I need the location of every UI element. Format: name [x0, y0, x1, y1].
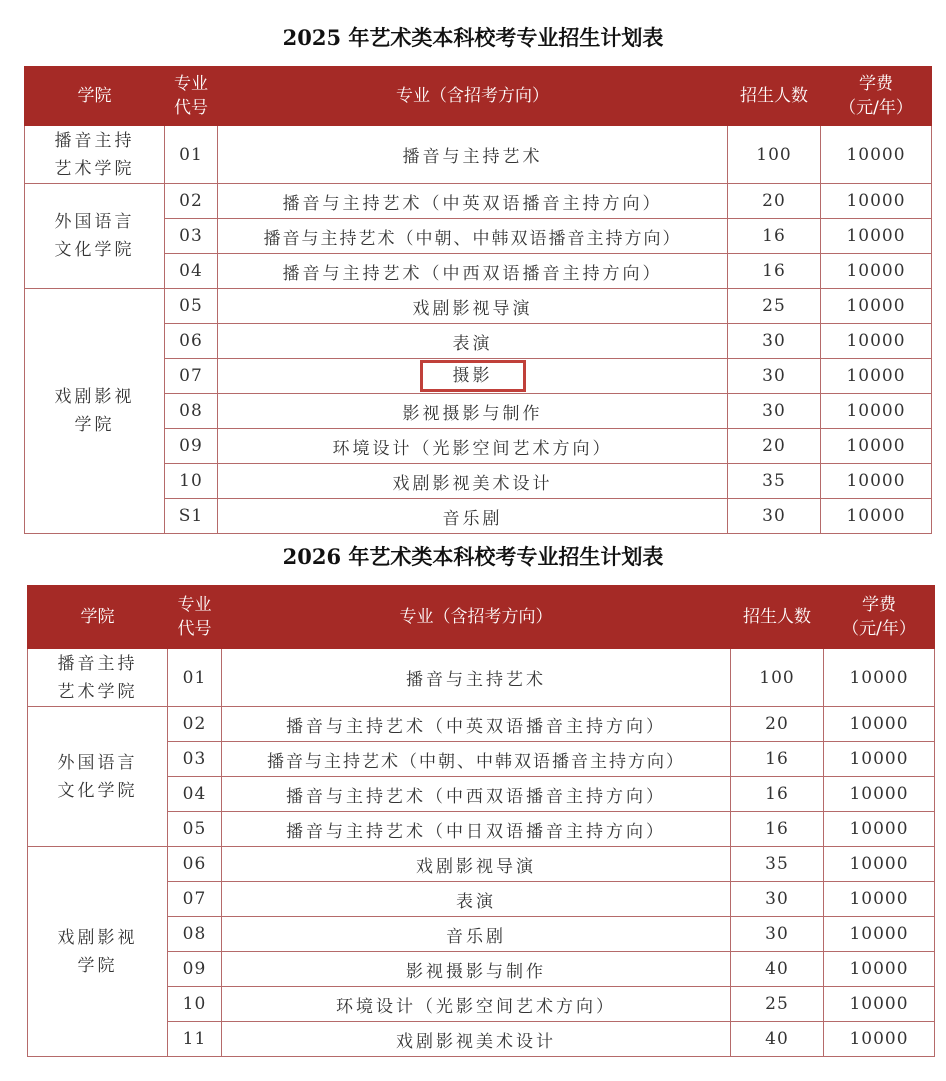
- code-cell: 07: [168, 882, 222, 917]
- fee-cell: 10000: [824, 777, 935, 812]
- fee-cell: 10000: [821, 499, 932, 534]
- major-cell: 影视摄影与制作: [222, 952, 731, 987]
- major-cell: 播音与主持艺术（中日双语播音主持方向）: [222, 812, 731, 847]
- quota-cell: 16: [728, 254, 821, 289]
- major-cell: 戏剧影视导演: [222, 847, 731, 882]
- fee-cell: 10000: [824, 812, 935, 847]
- fee-cell: 10000: [821, 429, 932, 464]
- quota-cell: 30: [728, 324, 821, 359]
- code-cell: 03: [165, 219, 218, 254]
- quota-cell: 30: [728, 394, 821, 429]
- fee-cell: 10000: [821, 126, 932, 184]
- major-cell: 影视摄影与制作: [218, 394, 728, 429]
- quota-cell: 30: [728, 499, 821, 534]
- major-cell: 播音与主持艺术: [222, 649, 731, 707]
- code-cell: 03: [168, 742, 222, 777]
- code-cell: 05: [165, 289, 218, 324]
- header-major: 专业（含招考方向）: [222, 586, 731, 649]
- code-cell: 08: [165, 394, 218, 429]
- code-cell: 04: [168, 777, 222, 812]
- code-cell: 11: [168, 1022, 222, 1057]
- fee-cell: 10000: [824, 917, 935, 952]
- table-row: [28, 707, 935, 742]
- code-cell: 10: [165, 464, 218, 499]
- major-cell: 环境设计（光影空间艺术方向）: [222, 987, 731, 1022]
- college-cell: 播音主持 艺术学院: [28, 649, 168, 707]
- college-cell: 外国语言 文化学院: [28, 707, 168, 847]
- fee-cell: 10000: [824, 707, 935, 742]
- quota-cell: 16: [731, 742, 824, 777]
- quota-cell: 16: [731, 812, 824, 847]
- quota-cell: 35: [731, 847, 824, 882]
- college-cell: 外国语言 文化学院: [25, 184, 165, 289]
- fee-cell: 10000: [821, 464, 932, 499]
- header-code: 专业 代号: [168, 586, 222, 649]
- code-cell: 02: [165, 184, 218, 219]
- fee-cell: 10000: [821, 394, 932, 429]
- table-row: [28, 649, 935, 707]
- major-cell: 播音与主持艺术（中朝、中韩双语播音主持方向）: [218, 219, 728, 254]
- fee-cell: 10000: [824, 1022, 935, 1057]
- major-cell: [218, 359, 728, 394]
- code-cell: 09: [168, 952, 222, 987]
- fee-cell: 10000: [821, 289, 932, 324]
- quota-cell: 20: [728, 184, 821, 219]
- quota-cell: 16: [728, 219, 821, 254]
- college-cell: 播音主持 艺术学院: [25, 126, 165, 184]
- major-cell: 戏剧影视导演: [218, 289, 728, 324]
- header-code: 专业 代号: [165, 67, 218, 126]
- major-cell: 播音与主持艺术: [218, 126, 728, 184]
- fee-cell: 10000: [824, 742, 935, 777]
- code-cell: 01: [165, 126, 218, 184]
- header-fee: 学费 （元/年）: [824, 586, 935, 649]
- major-cell: 表演: [218, 324, 728, 359]
- quota-cell: 40: [731, 1022, 824, 1057]
- fee-cell: 10000: [821, 324, 932, 359]
- table-row: [25, 184, 932, 219]
- code-cell: 02: [168, 707, 222, 742]
- fee-cell: 10000: [821, 184, 932, 219]
- major-cell: 播音与主持艺术（中西双语播音主持方向）: [222, 777, 731, 812]
- major-cell: 播音与主持艺术（中英双语播音主持方向）: [222, 707, 731, 742]
- fee-cell: 10000: [824, 952, 935, 987]
- major-cell: 播音与主持艺术（中英双语播音主持方向）: [218, 184, 728, 219]
- code-cell: S1: [165, 499, 218, 534]
- fee-cell: 10000: [824, 987, 935, 1022]
- quota-cell: 20: [728, 429, 821, 464]
- quota-cell: 35: [728, 464, 821, 499]
- major-cell: 音乐剧: [222, 917, 731, 952]
- code-cell: 05: [168, 812, 222, 847]
- quota-cell: 40: [731, 952, 824, 987]
- fee-cell: 10000: [821, 219, 932, 254]
- quota-cell: 16: [731, 777, 824, 812]
- code-cell: 06: [165, 324, 218, 359]
- code-cell: 06: [168, 847, 222, 882]
- code-cell: 10: [168, 987, 222, 1022]
- table-2026: [27, 585, 935, 1057]
- code-cell: 08: [168, 917, 222, 952]
- fee-cell: 10000: [824, 882, 935, 917]
- fee-cell: 10000: [821, 359, 932, 394]
- code-cell: 09: [165, 429, 218, 464]
- title-2025: 2025 年艺术类本科校考专业招生计划表: [282, 25, 664, 50]
- header-college: 学院: [28, 586, 168, 649]
- header-college: 学院: [25, 67, 165, 126]
- table-2025: [24, 66, 932, 534]
- header-fee: 学费 （元/年）: [821, 67, 932, 126]
- quota-cell: 100: [728, 126, 821, 184]
- quota-cell: 25: [731, 987, 824, 1022]
- college-cell: 戏剧影视 学院: [28, 847, 168, 1057]
- code-cell: 01: [168, 649, 222, 707]
- quota-cell: 20: [731, 707, 824, 742]
- major-cell: 环境设计（光影空间艺术方向）: [218, 429, 728, 464]
- header-quota: 招生人数: [728, 67, 821, 126]
- table-row: [25, 289, 932, 324]
- fee-cell: 10000: [821, 254, 932, 289]
- fee-cell: 10000: [824, 847, 935, 882]
- major-cell: 戏剧影视美术设计: [218, 464, 728, 499]
- major-cell: 播音与主持艺术（中西双语播音主持方向）: [218, 254, 728, 289]
- quota-cell: 30: [731, 882, 824, 917]
- major-cell: 表演: [222, 882, 731, 917]
- table-row: [28, 847, 935, 882]
- major-cell: 播音与主持艺术（中朝、中韩双语播音主持方向）: [222, 742, 731, 777]
- code-cell: 07: [165, 359, 218, 394]
- header-major: 专业（含招考方向）: [218, 67, 728, 126]
- college-cell: 戏剧影视 学院: [25, 289, 165, 534]
- highlight-box: 摄影: [420, 360, 526, 392]
- code-cell: 04: [165, 254, 218, 289]
- quota-cell: 30: [731, 917, 824, 952]
- quota-cell: 100: [731, 649, 824, 707]
- major-cell: 戏剧影视美术设计: [222, 1022, 731, 1057]
- fee-cell: 10000: [824, 649, 935, 707]
- quota-cell: 25: [728, 289, 821, 324]
- major-cell: 音乐剧: [218, 499, 728, 534]
- quota-cell: 30: [728, 359, 821, 394]
- title-2026: 2026 年艺术类本科校考专业招生计划表: [282, 544, 664, 569]
- header-quota: 招生人数: [731, 586, 824, 649]
- table-row: [25, 126, 932, 184]
